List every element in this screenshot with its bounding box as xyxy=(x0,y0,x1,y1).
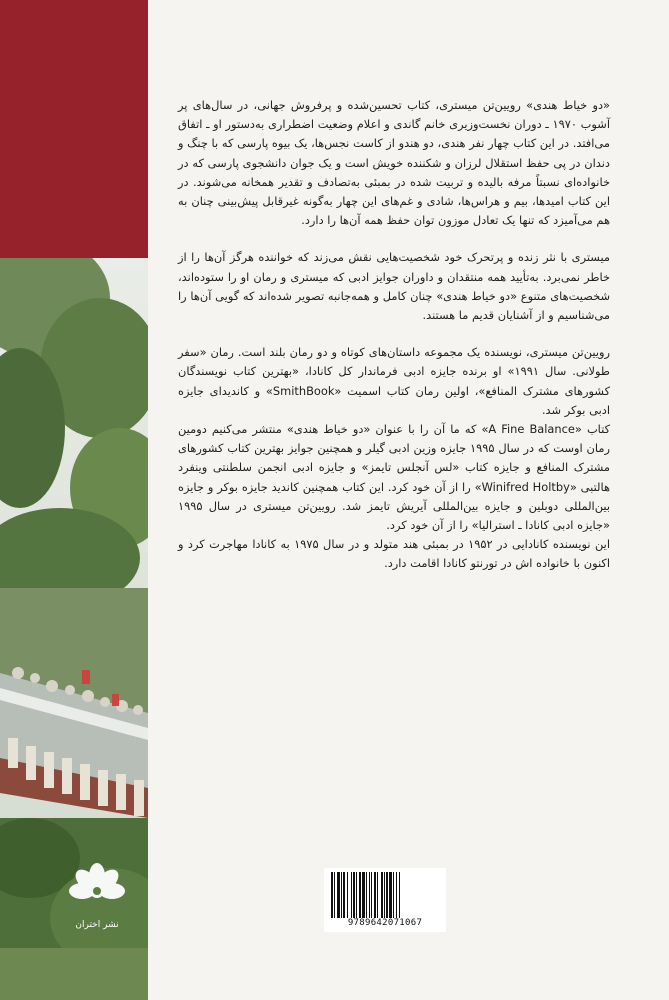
author-bio-paragraph-1: رویین‌تن میستری، نویسنده یک مجموعه داستان‌های کوتاه و دو رمان بلند است. رمان «سفر طولانی. سال ۱۹۹۱» او برنده جایزه ادبی فرماندار کل کانادا، «بهترین کتاب نویسندگان کشورهای مشترک المنافع»، اولین رمان کتاب اسمیت «SmithBook» و کاندیدای جایزه ادبی بوکر شد. xyxy=(178,345,610,417)
barcode-bars xyxy=(331,872,439,918)
synopsis-text-block xyxy=(178,96,610,574)
publisher-name: نشر اختران xyxy=(75,920,119,930)
synopsis-paragraph-1: «دو خیاط هندی» رویین‌تن میستری، کتاب تحسین‌شده و پرفروش جهانی، در سال‌های پر آشوب ۱۹۷۰ ـ دوران نخست‌وزیری خانم گاندی و اعلام وضعیت اضطراری به‌دستور او ـ اتفاق می‌افتد. در این کتاب چهار نفر هندی، دو هندو از کاست نجس‌ها، یک بیوه پارسی که با چنگ و دندان در پی حفظ استقلال لرزان و شکننده خویش است و یک جوان دانشجوی پارسی که در خانواده‌ای نسبتاً مرفه بالیده و تربیت شده در بمبئی به‌تصادف و تقدیر همخانه می‌شوند. در این کتاب امیدها، بیم و هراس‌ها، شادی و غم‌های این چهار به‌گونه غیرقابل پیش‌بینی چنان به هم می‌آمیزد که تنها یک تعادل موزون توان حفظ همه آن‌ها را دارد. xyxy=(178,98,611,228)
isbn-number: 9789642071067 xyxy=(347,918,423,928)
author-bio-paragraph-2: کتاب «A Fine Balance» که ما آن را با عنوان «دو خیاط هندی» منتشر می‌کنیم دومین رمان اوست که در سال ۱۹۹۵ جایزه وزین ادبی گیلر و همچنین جوایز بهترین کتاب کشورهای مشترک المنافع و جایزه کتاب «لس آنجلس تایمز» و جایزه ادبی انجمن سلطنتی وینفرد هالتبی «Winifred Holtby» را از آن خود کرد. این کتاب همچنین کاندید جایزه بوکر و جایزه بین‌المللی دوبلین و جایزه بین‌المللی آیریش تایمز شد. رویین‌تن میستری در سال ۱۹۹۵ «جایزه ادبی کانادا ـ استرالیا» را از آن خود کرد. xyxy=(178,422,610,533)
barcode-bar xyxy=(400,872,401,918)
author-bio-paragraph-3: این نویسنده کانادایی در ۱۹۵۲ در بمبئی هند متولد و در سال ۱۹۷۵ به کانادا مهاجرت کرد و اکنون با خانواده اش در تورنتو کانادا اقامت دارد. xyxy=(178,537,610,571)
red-color-block xyxy=(0,0,148,258)
synopsis-paragraph-2: میستری با نثر زنده و پرتحرک خود شخصیت‌هایی نقش می‌زند که خواننده هرگز آن‌ها را از خاطر نمی‌برد. به‌تأیید همه منتقدان و داوران جوایز ادبی که میستری و رمان او را ستوده‌اند، شخصیت‌های متنوع «دو خیاط هندی» چنان کامل و همه‌جانبه تصویر شده‌اند که گویی آن‌ها را می‌شناسیم و از آشنایان قدیم ما هستند. xyxy=(178,250,610,323)
isbn-barcode xyxy=(324,868,446,932)
cover-spine-strip xyxy=(0,0,148,1000)
